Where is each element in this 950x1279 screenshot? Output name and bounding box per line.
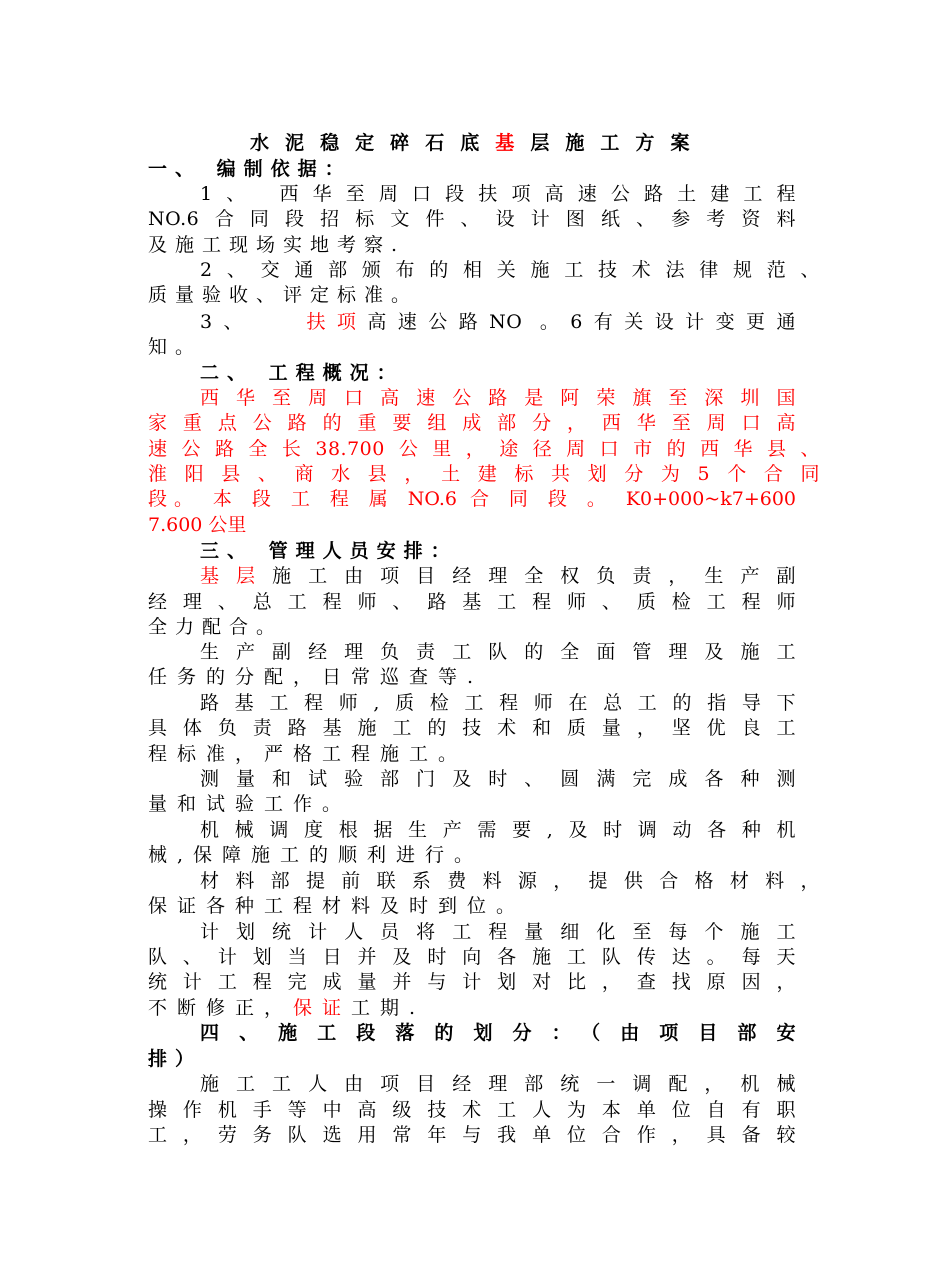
section-4-heading-line-1: 四、施工段落的划分：（由项目部安 (200, 1022, 796, 1044)
title-highlight: 基 (495, 132, 531, 154)
section-3-para-2-line-2: 任务的分配，日常巡查等. (148, 666, 484, 688)
section-3-para-7-line-2: 队、计划当日并及时向各施工队传达。每天 (148, 946, 796, 968)
section-2-line-5: 段。 本 段 工 程 属 NO.6 合 同 段 。 K0+000~k7+600 (148, 488, 796, 510)
section-3-para-6-line-1: 材料部提前联系费料源，提供合格材料， (200, 870, 820, 892)
section-3-para-1-line-3: 全力配合。 (148, 616, 284, 638)
section-2-line-2: 家重点公路的重要组成部分，西华至周口高 (148, 412, 796, 434)
section-3-para-1-line-2: 经理、总工程师、路基工程师、质检工程师 (148, 591, 796, 613)
section-3-para-4-line-1: 测量和试验部门及时、圆满完成各种测 (200, 768, 796, 790)
section-3-para-7-text-a: 不断修正， (148, 997, 294, 1019)
section-3-para-3-line-1: 路基工程师,质检工程师在总工的指导下 (200, 692, 796, 714)
title-part-2: 层施工方案 (530, 132, 690, 154)
section-1-para-3-highlight: 扶项 (306, 311, 368, 333)
section-1-para-1-line-2: NO.6合同段招标文件、设计图纸、参考资料 (148, 208, 796, 230)
section-4-para-1-line-3: 工，劳务队选用常年与我单位合作，具备较 (148, 1124, 796, 1146)
section-3-para-5-line-1: 机械调度根据生产需要,及时调动各种机 (200, 819, 796, 841)
section-2-line-1: 西华至周口高速公路是阿荣旗至深圳国 (200, 387, 796, 409)
section-4-para-1-line-1: 施工工人由项目经理部统一调配，机械 (200, 1073, 796, 1095)
document-title (250, 131, 690, 155)
section-1-para-1-line-1: 1、 西华至周口段扶项高速公路土建工程 (200, 183, 796, 205)
section-3-para-5-line-2: 械,保障施工的顺利进行。 (148, 844, 484, 866)
section-3-para-7-line-1: 计划统计人员将工程量细化至每个施工 (200, 921, 796, 943)
section-1-heading: 一、 编制依据： (148, 158, 352, 180)
title-part-1: 水泥稳定碎石底 (250, 132, 496, 154)
section-3-para-4-line-2: 量和试验工作。 (148, 793, 352, 815)
section-3-para-7-line-4 (148, 996, 820, 1020)
section-3-para-7-highlight: 保证 (293, 997, 352, 1019)
section-3-para-2-line-1: 生产副经理负责工队的全面管理及施工 (200, 641, 796, 663)
section-3-para-3-line-3: 程标准，严格工程施工。 (148, 743, 468, 765)
section-1-para-3-text: 高速公路NO 。6有关设计变更通 (367, 311, 796, 333)
section-3-heading: 三、 管理人员安排： (200, 540, 458, 562)
section-4-para-1-line-2: 操作机手等中高级技术工人为本单位自有职 (148, 1099, 796, 1121)
section-2-heading: 二、 工程概况： (200, 362, 404, 384)
section-3-para-1-highlight: 基层 (200, 565, 273, 587)
section-2-line-6: 7.600 公里 (148, 514, 247, 536)
section-2-line-4: 淮阳县、商水县，土建标共划分为5个合同 (148, 463, 820, 485)
section-1-para-3-line-2: 知。 (148, 336, 203, 358)
section-1-para-1-line-3: 及施工现场实地考察. (148, 234, 406, 256)
section-3-para-7-line-3: 统计工程完成量并与计划对比，查找原因， (148, 971, 796, 993)
section-1-para-2-line-1: 2、交通部颁布的相关施工技术法律规范、 (200, 259, 820, 281)
section-3-para-1-line-1 (200, 564, 796, 588)
section-3-para-6-line-2: 保证各种工程材料及时到位。 (148, 895, 526, 917)
section-3-para-1-text: 施工由项目经理全权负责，生产副 (272, 565, 796, 587)
section-1-para-3-line-1 (200, 310, 796, 334)
section-3-para-3-line-2: 具体负责路基施工的技术和质量，坚优良工 (148, 717, 796, 739)
section-1-para-3-number: 3、 (200, 311, 254, 333)
section-1-para-2-line-2: 质量验收、评定标准。 (148, 284, 419, 306)
section-4-heading-line-2: 排） (148, 1048, 203, 1070)
section-3-para-7-text-c: 工期. (351, 997, 426, 1019)
section-2-line-3: 速公路全长38.700公里，途径周口市的西华县、 (148, 438, 820, 460)
